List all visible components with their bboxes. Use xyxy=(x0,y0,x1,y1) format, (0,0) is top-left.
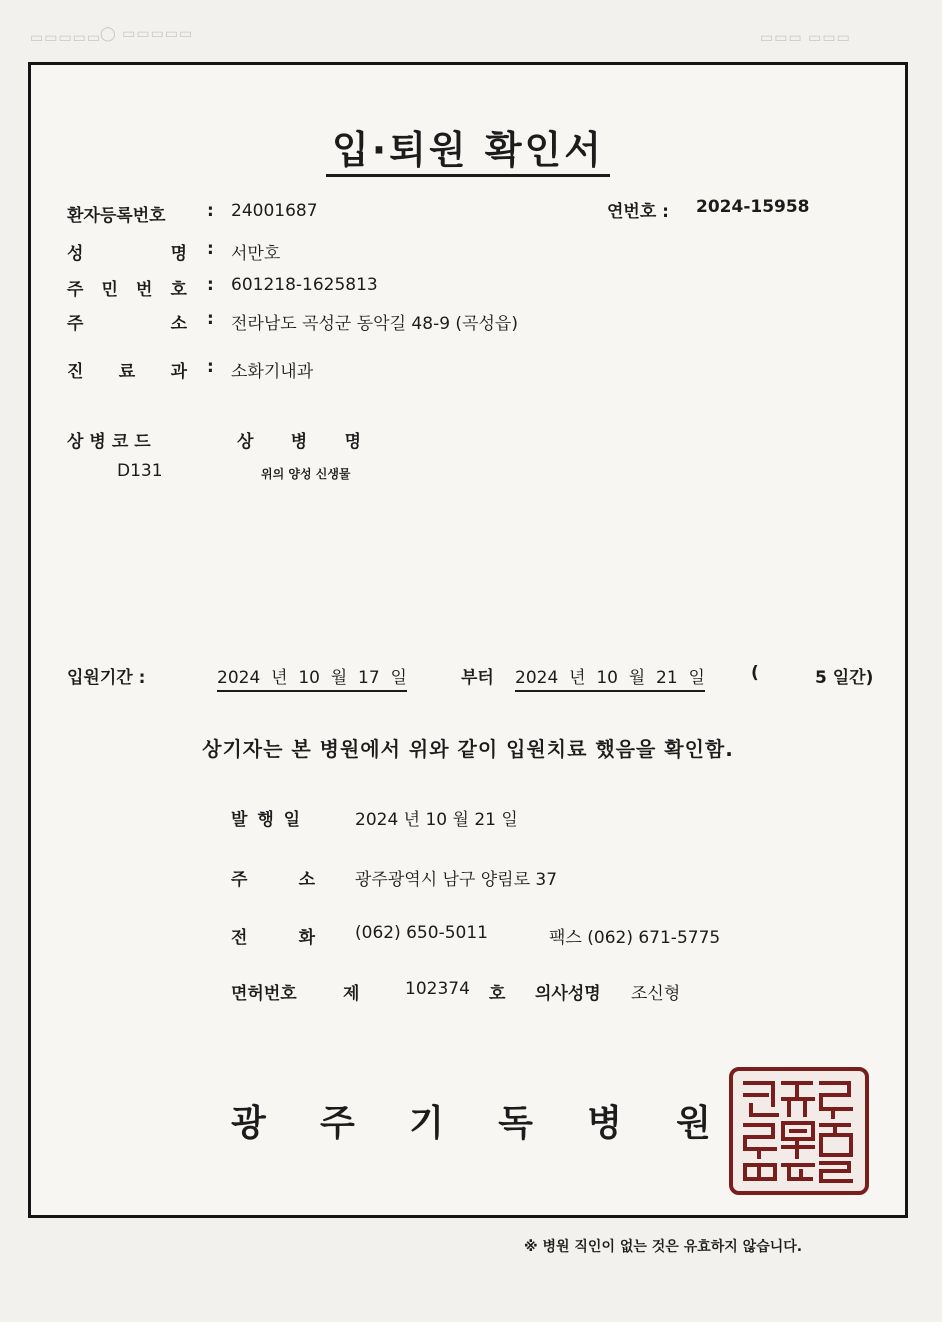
stay-label: 입원기간 : xyxy=(67,668,146,688)
document-title: 입·퇴원 확인서 xyxy=(31,119,905,174)
stay-duration-open: ( xyxy=(751,663,759,683)
address-value: 전라남도 곡성군 동악길 48-9 (곡성읍) xyxy=(231,314,518,334)
rrn-label: 주 민 번 호 xyxy=(67,280,187,300)
bleed-through-text: ▭▭▭ ▭▭▭ xyxy=(760,30,851,46)
name-label: 성 명 xyxy=(67,244,187,264)
rrn-value: 601218-1625813 xyxy=(231,275,378,295)
stay-duration: 5 일간) xyxy=(815,668,874,688)
hospital-name: 광 주 기 독 병 원 xyxy=(231,1103,711,1144)
confirmation-statement: 상기자는 본 병원에서 위와 같이 입원치료 했음을 확인함. xyxy=(202,737,734,761)
bleed-through-mark: ◯ ▭▭▭▭▭ xyxy=(100,26,194,42)
colon: : xyxy=(207,275,214,295)
validity-footnote: ※ 병원 직인이 없는 것은 유효하지 않습니다. xyxy=(524,1239,803,1255)
doctor-name: 조신형 xyxy=(631,984,681,1004)
license-label: 면허번호 xyxy=(231,984,297,1004)
phone-value: (062) 650-5011 xyxy=(355,923,488,943)
stay-from-word: 부터 xyxy=(461,668,494,688)
stay-from-date: 2024 년 10 월 17 일 xyxy=(217,663,407,688)
diagnosis-name-header: 상 병 명 xyxy=(237,432,361,452)
serial-value: 2024-15958 xyxy=(696,197,810,217)
issuer-address-label: 주 소 xyxy=(231,870,315,890)
reg-no-label: 환자등록번호 xyxy=(67,206,166,226)
diagnosis-code-header: 상병코드 xyxy=(67,432,157,452)
colon: : xyxy=(207,357,214,377)
address-label: 주 소 xyxy=(67,314,187,334)
diagnosis-name: 위의 양성 신생물 xyxy=(261,467,351,481)
license-number: 102374 xyxy=(405,979,470,999)
serial-label: 연번호 : xyxy=(607,202,669,222)
license-prefix: 제 xyxy=(343,984,360,1004)
doctor-label: 의사성명 xyxy=(535,984,601,1004)
diagnosis-code: D131 xyxy=(117,461,163,481)
bleed-through-text: ▭▭▭▭▭ xyxy=(30,30,102,46)
fax-value: 팩스 (062) 671-5775 xyxy=(549,928,721,948)
dept-label: 진 료 과 xyxy=(67,362,187,382)
colon: : xyxy=(207,201,214,221)
phone-label: 전 화 xyxy=(231,928,315,948)
reg-no-value: 24001687 xyxy=(231,201,318,221)
issuer-address-value: 광주광역시 남구 양림로 37 xyxy=(355,870,558,890)
name-value: 서만호 xyxy=(231,244,281,264)
hospital-seal-icon xyxy=(729,1067,869,1195)
dept-value: 소화기내과 xyxy=(231,362,314,382)
issue-date-value: 2024 년 10 월 21 일 xyxy=(355,810,518,830)
issue-date-label: 발 행 일 xyxy=(231,810,303,830)
license-suffix: 호 xyxy=(489,984,506,1004)
colon: : xyxy=(207,309,214,329)
stay-to-date: 2024 년 10 월 21 일 xyxy=(515,663,705,688)
colon: : xyxy=(207,239,214,259)
certificate-frame xyxy=(28,62,908,1218)
